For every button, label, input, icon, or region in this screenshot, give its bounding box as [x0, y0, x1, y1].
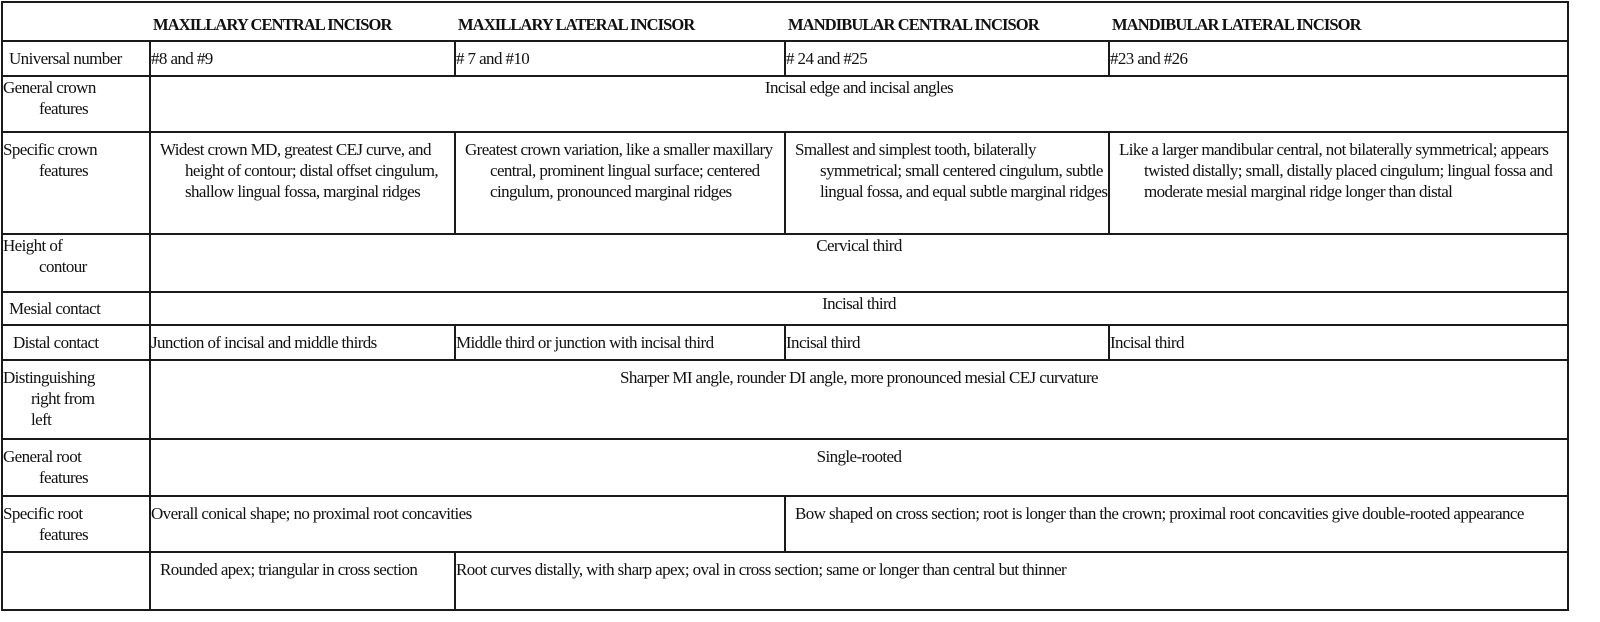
cell-maxillary-central: Junction of incisal and middle thirds	[150, 325, 455, 360]
header-maxillary-lateral: MAXILLARY LATERAL INCISOR	[455, 2, 785, 41]
incisor-comparison-table	[1, 1, 1569, 611]
cell-text: Like a larger mandibular central, not bilaterally symmetrical; appears twisted distally; small, distally placed cingulum; lingual fossa and moderate mesial marginal ridge longer than distal	[1119, 140, 1553, 201]
row-label	[2, 552, 150, 610]
row-label	[2, 132, 150, 234]
cell-text: Bow shaped on cross section; root is longer than the crown; proximal root concavities give double-rooted appearance	[795, 504, 1524, 523]
header-maxillary-central: MAXILLARY CENTRAL INCISOR	[150, 2, 455, 41]
cell-all-incisors: Sharper MI angle, rounder DI angle, more pronounced mesial CEJ curvature	[150, 360, 1568, 439]
row-label: Distal contact	[2, 325, 150, 360]
row-mesial-contact	[2, 292, 1568, 325]
row-label	[2, 439, 150, 496]
row-universal-number	[2, 41, 1568, 76]
header-corner	[2, 2, 150, 41]
cell-all-incisors: Cervical third	[150, 234, 1568, 292]
cell-text: Greatest crown variation, like a smaller maxillary central, prominent lingual surface; centered cingulum, pronounced marginal ridges	[465, 140, 773, 201]
cell-mandibular-incisors	[785, 496, 1568, 552]
row-label-line: features	[39, 161, 88, 180]
row-label-line: right from	[31, 389, 95, 408]
cell-maxillary-central	[150, 132, 455, 234]
cell-all-incisors: Single-rooted	[150, 439, 1568, 496]
cell-all-incisors: Incisal edge and incisal angles	[150, 76, 1568, 132]
cell-text: Rounded apex; triangular in cross section	[160, 560, 418, 579]
cell-mandibular-central: # 24 and #25	[785, 41, 1109, 76]
row-label-line: General crown	[3, 78, 96, 97]
row-label-line: features	[39, 468, 88, 487]
header-mandibular-central: MANDIBULAR CENTRAL INCISOR	[785, 2, 1109, 41]
row-label-line: contour	[39, 257, 87, 276]
row-specific-root-features	[2, 496, 1568, 552]
row-label	[2, 76, 150, 132]
cell-maxillary-central	[150, 552, 455, 610]
cell-mandibular-lateral: #23 and #26	[1109, 41, 1568, 76]
row-height-of-contour	[2, 234, 1568, 292]
row-general-root-features	[2, 439, 1568, 496]
row-label: Mesial contact	[2, 292, 150, 325]
cell-mandibular-lateral	[1109, 132, 1568, 234]
row-label-line: Distinguishing	[3, 368, 95, 387]
row-specific-crown-features	[2, 132, 1568, 234]
row-label: Universal number	[2, 41, 150, 76]
header-row	[2, 2, 1568, 41]
cell-other-incisors: Root curves distally, with sharp apex; oval in cross section; same or longer than central but thinner	[455, 552, 1568, 610]
cell-mandibular-central	[785, 132, 1109, 234]
cell-maxillary-central: #8 and #9	[150, 41, 455, 76]
row-label-line: Height of	[3, 236, 63, 255]
row-label-line: General root	[3, 447, 82, 466]
row-label-line: Specific crown	[3, 140, 98, 159]
cell-maxillary-lateral: # 7 and #10	[455, 41, 785, 76]
row-root-detail	[2, 552, 1568, 610]
cell-all-incisors: Incisal third	[150, 292, 1568, 325]
row-label	[2, 234, 150, 292]
header-mandibular-lateral: MANDIBULAR LATERAL INCISOR	[1109, 2, 1568, 41]
row-distal-contact	[2, 325, 1568, 360]
cell-maxillary-incisors: Overall conical shape; no proximal root concavities	[150, 496, 785, 552]
cell-text: Smallest and simplest tooth, bilaterally symmetrical; small centered cingulum, subtle lingual fossa, and equal subtle marginal ridges	[795, 140, 1108, 201]
cell-text: Widest crown MD, greatest CEJ curve, and height of contour; distal offset cingulum, shallow lingual fossa, marginal ridges	[160, 140, 439, 201]
row-label-line: Specific root	[3, 504, 83, 523]
row-label-line: left	[31, 410, 52, 429]
row-label	[2, 496, 150, 552]
row-general-crown-features	[2, 76, 1568, 132]
cell-mandibular-lateral: Incisal third	[1109, 325, 1568, 360]
cell-maxillary-lateral: Middle third or junction with incisal third	[455, 325, 785, 360]
cell-maxillary-lateral	[455, 132, 785, 234]
row-distinguishing-right-from-left	[2, 360, 1568, 439]
row-label-line: features	[39, 525, 88, 544]
row-label-line: features	[39, 99, 88, 118]
row-label	[2, 360, 150, 439]
cell-mandibular-central: Incisal third	[785, 325, 1109, 360]
